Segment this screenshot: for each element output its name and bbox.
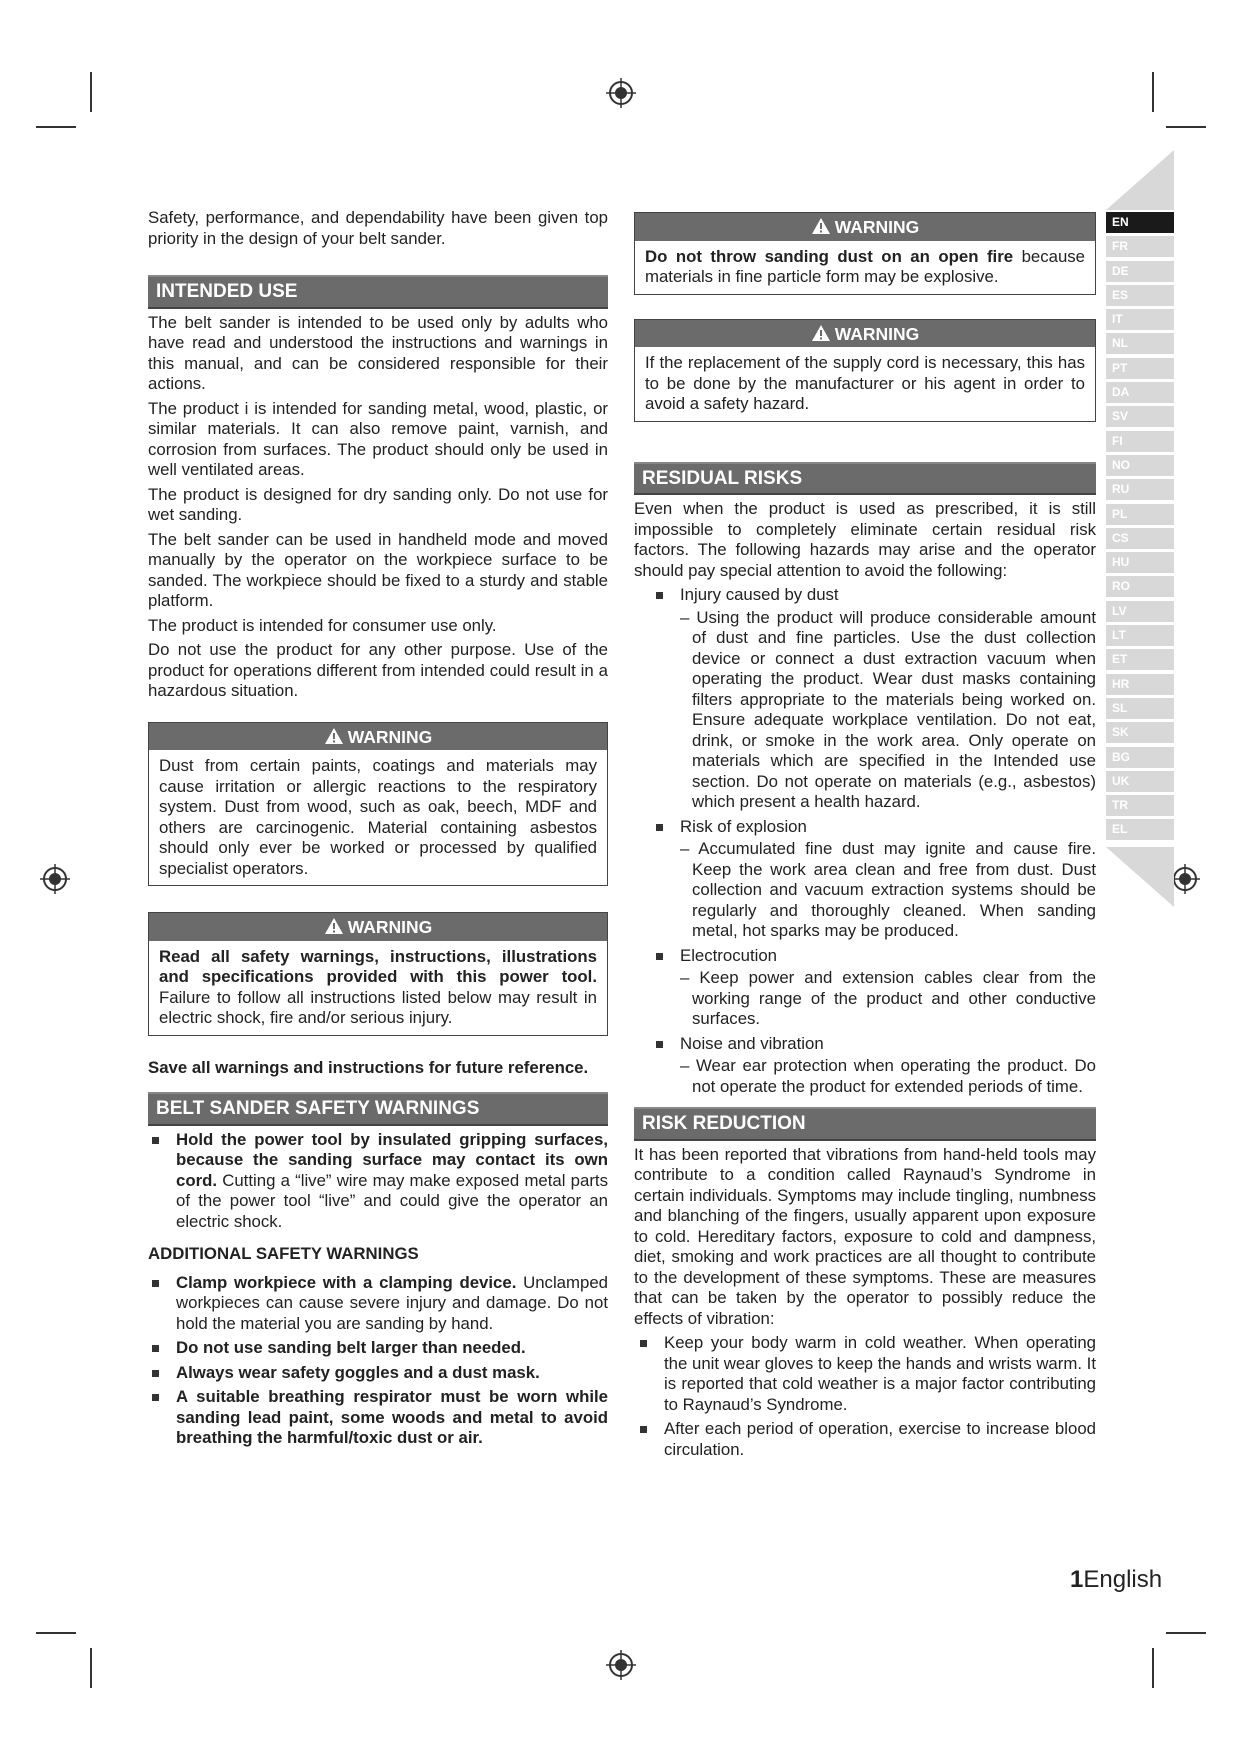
language-tab-cs[interactable]: CS xyxy=(1106,528,1174,549)
residual-list xyxy=(634,585,1096,1097)
save-note: Save all warnings and instructions for future reference. xyxy=(148,1057,589,1077)
warning-text: Dust from certain paints, coatings and materials may cause irritation or allergic reactions to the respiratory system. Dust from wood, such as oak, beech, MDF and others are carcinogenic. Material containing asbestos should only ever be worked or processed by qualified specialist operators. xyxy=(159,756,597,878)
language-tab-pt[interactable]: PT xyxy=(1106,358,1174,379)
registration-mark-icon xyxy=(40,864,70,894)
right-column xyxy=(634,212,1096,1464)
language-tab-pl[interactable]: PL xyxy=(1106,504,1174,525)
language-tab-de[interactable]: DE xyxy=(1106,261,1174,282)
item-title: Risk of explosion xyxy=(680,816,807,836)
crop-mark xyxy=(1152,72,1154,112)
language-tab-sk[interactable]: SK xyxy=(1106,722,1174,743)
list-item xyxy=(680,1034,1096,1098)
item-detail: – Accumulated fine dust may ignite and cause fire. Keep the work area clean and free from dust. Dust collection and vacuum extraction systems should be regularly and thoroughly cleaned. When sanding metal, hot sparks may be produced. xyxy=(680,839,1096,940)
list-item xyxy=(680,817,1096,942)
item-title: Noise and vibration xyxy=(680,1033,824,1053)
crop-mark xyxy=(90,72,92,112)
language-tab-es[interactable]: ES xyxy=(1106,285,1174,306)
warning-title: WARNING xyxy=(834,323,920,344)
registration-mark-icon xyxy=(606,1650,636,1680)
list-item: After each period of operation, exercise to increase blood circulation. xyxy=(664,1419,1096,1459)
warning-box-dust xyxy=(148,722,608,887)
language-tab-it[interactable]: IT xyxy=(1106,309,1174,330)
list-item: Do not use sanding belt larger than needed. xyxy=(176,1338,608,1359)
item-bold-text: Clamp workpiece with a clamping device. xyxy=(176,1272,517,1292)
warning-bold-text: Do not throw sanding dust on an open fire xyxy=(645,246,1014,266)
page-number: 1 xyxy=(1070,1566,1084,1593)
item-text: Cutting a “live” wire may make exposed metal parts of the power tool “live” and could give the operator an electric shock. xyxy=(176,1170,608,1231)
intended-use-paragraph: The product is intended for consumer use only. xyxy=(148,615,497,635)
warning-box-fire xyxy=(634,212,1096,295)
language-tab-ru[interactable]: RU xyxy=(1106,479,1174,500)
language-tab-lv[interactable]: LV xyxy=(1106,601,1174,622)
page-footer xyxy=(1070,1566,1162,1594)
language-tab-ro[interactable]: RO xyxy=(1106,576,1174,597)
warning-title: WARNING xyxy=(834,217,920,237)
list-item: Always wear safety goggles and a dust mask. xyxy=(176,1363,608,1384)
residual-risks-heading: RESIDUAL RISKS xyxy=(634,462,1096,496)
warning-bold-text: Read all safety warnings, instructions, illustrations and specifications provided with this power tool. xyxy=(159,946,597,986)
warning-text: because materials in fine particle form may be explosive. xyxy=(645,246,1086,286)
language-tab-el[interactable]: EL xyxy=(1106,819,1174,840)
risk-reduction-heading: RISK REDUCTION xyxy=(634,1107,1096,1141)
warning-triangle-icon xyxy=(811,324,831,342)
language-tab-sv[interactable]: SV xyxy=(1106,406,1174,427)
warning-title: WARNING xyxy=(347,917,433,937)
language-tab-nl[interactable]: NL xyxy=(1106,333,1174,354)
language-tab-hr[interactable]: HR xyxy=(1106,674,1174,695)
sidebar-top-triangle xyxy=(1106,150,1174,210)
intro-text: Safety, performance, and dependability have been given top priority in the design of your belt sander. xyxy=(148,208,608,248)
language-tab-en[interactable]: EN xyxy=(1106,212,1174,233)
list-item xyxy=(176,1273,608,1335)
intended-use-paragraph: The product is designed for dry sanding only. Do not use for wet sanding. xyxy=(148,484,608,524)
language-tab-fr[interactable]: FR xyxy=(1106,236,1174,257)
language-tab-no[interactable]: NO xyxy=(1106,455,1174,476)
belt-sander-heading: BELT SANDER SAFETY WARNINGS xyxy=(148,1092,608,1126)
language-tab-tr[interactable]: TR xyxy=(1106,795,1174,816)
risk-reduction-list xyxy=(634,1333,1096,1460)
list-item xyxy=(176,1130,608,1233)
footer-language: English xyxy=(1083,1566,1163,1593)
item-detail: – Keep power and extension cables clear from the working range of the product and other conductive surfaces. xyxy=(680,968,1096,1028)
item-bold-text: Hold the power tool by insulated gripping surfaces, because the sanding surface may contact its own cord. xyxy=(176,1129,608,1190)
belt-sander-list xyxy=(148,1130,608,1233)
crop-mark xyxy=(1152,1648,1154,1688)
language-tab-fi[interactable]: FI xyxy=(1106,431,1174,452)
language-tab-bg[interactable]: BG xyxy=(1106,747,1174,768)
registration-mark-icon xyxy=(1170,864,1200,894)
language-tab-sl[interactable]: SL xyxy=(1106,698,1174,719)
language-tab-et[interactable]: ET xyxy=(1106,649,1174,670)
crop-mark xyxy=(90,1648,92,1688)
warning-text: Failure to follow all instructions listed below may result in electric shock, fire and/or serious injury. xyxy=(159,987,597,1027)
warning-box-cord xyxy=(634,319,1096,422)
warning-triangle-icon xyxy=(811,217,831,235)
additional-heading: ADDITIONAL SAFETY WARNINGS xyxy=(148,1244,419,1263)
additional-list xyxy=(148,1273,608,1449)
language-tab-hu[interactable]: HU xyxy=(1106,552,1174,573)
language-tab-da[interactable]: DA xyxy=(1106,382,1174,403)
item-detail: – Wear ear protection when operating the product. Do not operate the product for extended periods of time. xyxy=(680,1056,1096,1096)
list-item: Keep your body warm in cold weather. When operating the unit wear gloves to keep the hands and wrists warm. It is reported that cold weather is a major factor contributing to Raynaud’s Syndrome. xyxy=(664,1333,1096,1414)
language-sidebar xyxy=(1106,212,1174,844)
language-tab-lt[interactable]: LT xyxy=(1106,625,1174,646)
language-tab-uk[interactable]: UK xyxy=(1106,771,1174,792)
residual-intro: Even when the product is used as prescribed, it is still impossible to completely eliminate certain residual risk factors. The following hazards may arise and the operator should pay special attention to avoid the following: xyxy=(634,499,1096,580)
warning-box-read xyxy=(148,912,608,1036)
left-column xyxy=(148,208,608,1453)
intended-use-paragraph: The product i is intended for sanding metal, wood, plastic, or similar materials. It can also remove paint, varnish, and corrosion from surfaces. The product should only be used in well ventilated areas. xyxy=(148,398,608,479)
crop-mark xyxy=(36,126,76,128)
intended-use-paragraph: The belt sander can be used in handheld mode and moved manually by the operator on the workpiece surface to be sanded. The workpiece should be fixed to a sturdy and stable platform. xyxy=(148,529,608,610)
list-item xyxy=(680,585,1096,813)
item-title: Electrocution xyxy=(680,945,778,965)
warning-triangle-icon xyxy=(324,727,344,745)
warning-triangle-icon xyxy=(324,917,344,935)
intended-use-paragraph: The belt sander is intended to be used only by adults who have read and understood the instructions and warnings in this manual, and can be considered responsible for their actions. xyxy=(148,312,608,393)
crop-mark xyxy=(1166,1632,1206,1634)
item-detail: – Using the product will produce considerable amount of dust and fine particles. Use the dust collection device or connect a dust extraction vacuum when operating the product. Wear dust masks containing filters appropriate to the materials being worked on. Ensure adequate workplace ventilation. Do not eat, drink, or smoke in the work area. Only operate on materials which are specified in the Intended use section. Do not operate on materials (e.g., asbestos) which present a health hazard. xyxy=(680,607,1096,811)
risk-reduction-intro: It has been reported that vibrations from hand-held tools may contribute to a condition called Raynaud’s Syndrome in certain individuals. Symptoms may include tingling, numbness and blanching of the fingers, usually apparent upon exposure to cold. Hereditary factors, exposure to cold and dampness, diet, smoking and work practices are all thought to contribute to the development of these symptoms. These are measures that can be taken by the operator to possibly reduce the effects of vibration: xyxy=(634,1144,1096,1328)
crop-mark xyxy=(1166,126,1206,128)
warning-header xyxy=(149,913,607,941)
list-item xyxy=(680,946,1096,1030)
registration-mark-icon xyxy=(606,78,636,108)
sidebar-bottom-triangle xyxy=(1106,847,1174,907)
warning-text: If the replacement of the supply cord is necessary, this has to be done by the manufacturer or his agent in order to avoid a safety hazard. xyxy=(645,353,1085,413)
crop-mark xyxy=(36,1632,76,1634)
intended-use-paragraph: Do not use the product for any other purpose. Use of the product for operations different from intended could result in a hazardous situation. xyxy=(148,640,608,700)
warning-header xyxy=(635,213,1095,241)
item-title: Injury caused by dust xyxy=(680,585,839,604)
warning-title: WARNING xyxy=(347,726,433,747)
list-item: A suitable breathing respirator must be worn while sanding lead paint, some woods and metal to avoid breathing the harmful/toxic dust or air. xyxy=(176,1387,608,1447)
item-text: Unclamped workpieces can cause severe injury and damage. Do not hold the material you are sanding by hand. xyxy=(176,1272,608,1333)
warning-header xyxy=(635,320,1095,348)
intended-use-heading: INTENDED USE xyxy=(148,275,608,309)
warning-header xyxy=(149,723,607,751)
